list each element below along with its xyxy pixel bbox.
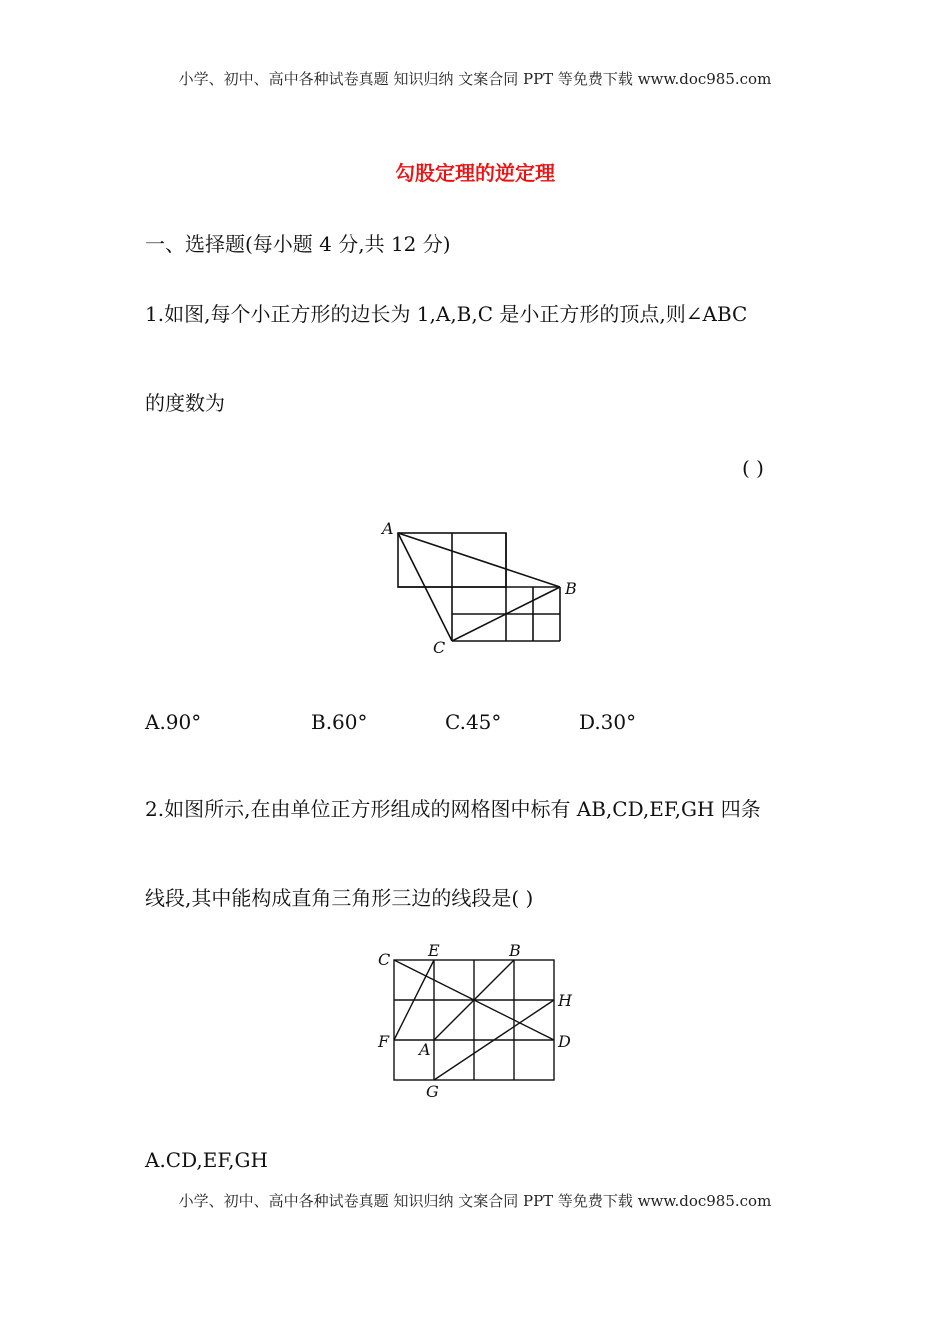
q1-option-d[interactable]: D.30° xyxy=(579,710,637,734)
q1-label-a: A xyxy=(382,519,394,538)
q2-label-e: E xyxy=(428,941,440,960)
q2-label-a: A xyxy=(419,1040,431,1059)
q2-figure xyxy=(370,940,590,1105)
q1-option-b[interactable]: B.60° xyxy=(311,710,368,734)
q2-label-c: C xyxy=(378,950,391,969)
page-title: 勾股定理的逆定理 xyxy=(395,161,555,185)
q1-option-c[interactable]: C.45° xyxy=(445,710,502,734)
q1-label-b: B xyxy=(565,579,577,598)
q1-label-c: C xyxy=(433,638,446,657)
page-footer: 小学、初中、高中各种试卷真题 知识归纳 文案合同 PPT 等免费下载 www.doc985.com xyxy=(178,1192,772,1210)
q2-label-d: D xyxy=(558,1032,571,1051)
q1-option-a[interactable]: A.90° xyxy=(145,710,202,734)
q2-label-h: H xyxy=(558,991,572,1010)
q1-figure xyxy=(370,515,600,665)
q1-segment-ab xyxy=(398,533,560,587)
q1-text-line1: 1.如图,每个小正方形的边长为 1,A,B,C 是小正方形的顶点,则∠ABC xyxy=(145,302,748,326)
q2-text-line1: 2.如图所示,在由单位正方形组成的网格图中标有 AB,CD,EF,GH 四条 xyxy=(145,797,761,821)
q2-text-line2: 线段,其中能构成直角三角形三边的线段是( ) xyxy=(145,886,534,910)
page-header: 小学、初中、高中各种试卷真题 知识归纳 文案合同 PPT 等免费下载 www.doc985.com xyxy=(178,70,772,88)
q2-option-a[interactable]: A.CD,EF,GH xyxy=(145,1148,268,1172)
q2-label-b: B xyxy=(509,941,521,960)
q2-label-f: F xyxy=(378,1032,390,1051)
section-heading: 一、选择题(每小题 4 分,共 12 分) xyxy=(145,232,451,256)
q1-text-line2: 的度数为 xyxy=(145,391,225,415)
q1-answer-paren: ( ) xyxy=(742,456,764,480)
q2-label-g: G xyxy=(426,1082,439,1101)
